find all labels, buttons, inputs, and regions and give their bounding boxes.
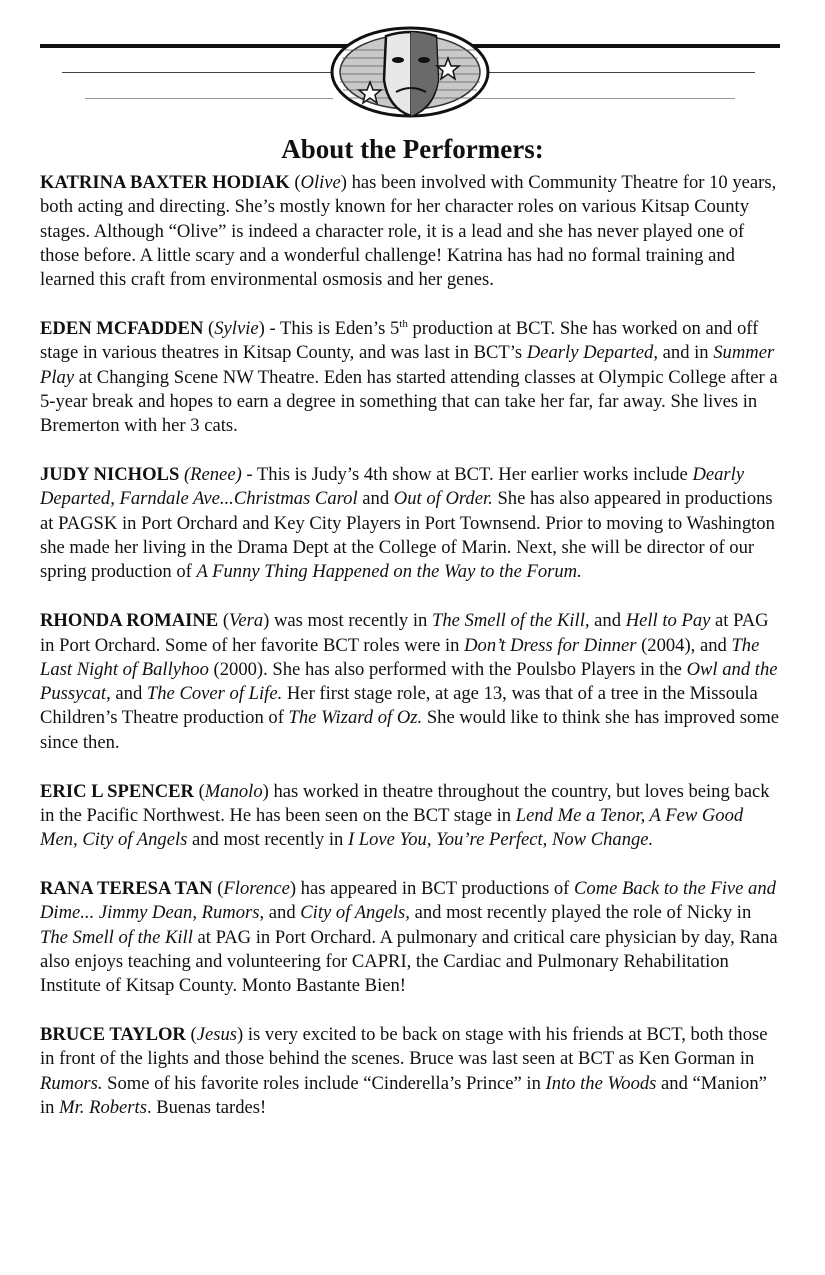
performer-name: BRUCE TAYLOR (40, 1024, 186, 1046)
bio-text: (2000). She has also performed with the Poulsbo Players in the (208, 658, 687, 680)
show-title: The Wizard of Oz. (288, 707, 423, 729)
role-name: Sylvie (214, 318, 259, 340)
bio-text: , and in (653, 342, 714, 364)
show-title: Into the Woods (545, 1072, 657, 1094)
bio-text: ) is very excited to be back on stage with his friends at BCT, both those in front of the lights and those behind the scenes. Bruce was last seen at BCT as Ken Gorman in (40, 1024, 768, 1070)
show-title: Dearly Departed, Farndale Ave...Christmas Carol (40, 464, 745, 510)
bio-rhonda-romaine (40, 609, 782, 755)
show-title: Come Back to the Five and Dime... Jimmy Dean (40, 878, 776, 924)
bio-text: ( (185, 1024, 197, 1046)
show-title: The Smell of the Kill, (432, 610, 590, 632)
bio-text: and most recently in (187, 829, 348, 851)
show-title: Out of Order. (393, 488, 493, 510)
performer-name: KATRINA BAXTER HODIAK (40, 172, 290, 193)
bio-text: at PAG in Port Orchard. A pulmonary and critical care physician by day, Rana also enjoys teaching and volunteering for CAPRI, the Cardiac and Pulmonary Rehabilitation Institute of Kitsap County. Monto Bastante Bien! (40, 926, 778, 997)
bio-text: and most recently played the role of Nicky in (409, 902, 752, 924)
bio-text: , (192, 902, 202, 924)
bio-text: ( (218, 610, 230, 632)
bio-judy-nichols (40, 463, 782, 584)
bio-text: ) - This is Eden’s 5 (258, 318, 400, 340)
bio-text: She has also appeared in productions at PAGSK in Port Orchard and Key City Players in Port Townsend. Prior to moving to Washington she made her living in the Drama Dept at the College of Marin. Next, she will be director of our spring production of (40, 488, 775, 583)
bio-text: . Buenas tardes! (146, 1097, 267, 1119)
show-title: Dearly Departed (526, 342, 654, 364)
bio-text: ( (193, 780, 205, 802)
bio-text: ) has been involved with Community Theatre for 10 years, both acting and directing. She’s mostly known for her character roles on various Kitsap County stages. Although “Olive” is indeed a character role, it is a lead and she has never played one of those before. A little scary and a wonderful challenge! Katrina has had no formal training and learned this craft from environmental osmosis and her genes. (40, 172, 777, 291)
performer-name: RANA TERESA TAN (40, 878, 213, 900)
bio-text: Some of his favorite roles include “Cinderella’s Prince” in (102, 1072, 546, 1094)
performer-name: EDEN MCFADDEN (40, 318, 204, 340)
bio-eric-l-spencer (40, 780, 782, 853)
bio-text: , and (259, 902, 301, 924)
show-title: The Last Night of Ballyhoo (40, 634, 760, 680)
bio-text: She would like to think she has improved some since then. (40, 707, 780, 753)
bio-text: at PAG in Port Orchard. Some of her favorite BCT roles were in (40, 610, 769, 656)
role-name: Olive (300, 172, 341, 193)
show-title: I Love You, You’re Perfect, Now Change. (347, 829, 654, 851)
bio-text: ) was most recently in (263, 610, 432, 632)
bio-text: ( (289, 172, 301, 193)
show-title: The Cover of Life. (146, 683, 283, 705)
show-title: City of Angels, (300, 902, 410, 924)
show-title: Hell to Pay (625, 610, 711, 632)
bio-text: - This is Judy’s 4th show at BCT. Her earlier works include (241, 464, 693, 486)
show-title: Rumors (201, 902, 260, 924)
performer-name: JUDY NICHOLS (40, 464, 180, 486)
bio-text: ) has appeared in BCT productions of (289, 878, 575, 900)
bio-text: production at BCT. She has worked on and off stage in various theatres in Kitsap County, and was last in BCT’s (40, 318, 759, 364)
ordinal-suffix: th (399, 317, 408, 330)
bio-katrina-baxter-hodiak (40, 171, 782, 292)
bio-text: and (357, 488, 394, 510)
performer-name: RHONDA ROMAINE (40, 610, 219, 632)
bio-text: ) has worked in theatre throughout the country, but loves being back in the Pacific Northwest. He has been seen on the BCT stage in (40, 780, 770, 826)
show-title: A Funny Thing Happened on the Way to the Forum. (196, 561, 582, 583)
bio-text: at Changing Scene NW Theatre. Eden has started attending classes at Olympic College after a 5-year break and hopes to earn a degree in something that can take her far, far away. She lives in Bremerton with her 3 cats. (40, 366, 778, 437)
show-title: Rumors. (40, 1072, 103, 1094)
show-title: Owl and the Pussycat (40, 658, 778, 705)
theatre-masks-header-ornament (0, 0, 825, 140)
performer-bios (40, 171, 782, 1145)
bio-text: (2004), and (636, 634, 732, 656)
bio-rana-teresa-tan (40, 877, 782, 998)
bio-text: and “Manion” in (40, 1072, 767, 1119)
role-name: Jesus (196, 1024, 237, 1046)
page-title: About the Performers: (281, 134, 544, 164)
show-title: The Smell of the Kill (40, 926, 193, 948)
bio-text: ( (203, 318, 215, 340)
show-title: Mr. Roberts (59, 1097, 147, 1119)
role-name: Vera (229, 610, 264, 632)
bio-text: ( (212, 878, 224, 900)
show-title: Don’t Dress for Dinner (464, 634, 637, 656)
role-name: Florence (223, 878, 290, 900)
bio-text: and (589, 610, 626, 632)
bio-text: Her first stage role, at age 13, was that of a tree in the Missoula Children’s Theatre production of (40, 683, 758, 729)
role-name: Manolo (204, 780, 263, 802)
show-title: Summer Play (40, 342, 775, 388)
performer-name: ERIC L SPENCER (40, 780, 194, 802)
bio-text: , and (106, 683, 147, 705)
role-name: (Renee) (179, 464, 242, 486)
show-title: Lend Me a Tenor, A Few Good Men, City of Angels (40, 804, 744, 851)
bio-eden-mcfadden (40, 317, 782, 438)
bio-bruce-taylor (40, 1023, 782, 1120)
